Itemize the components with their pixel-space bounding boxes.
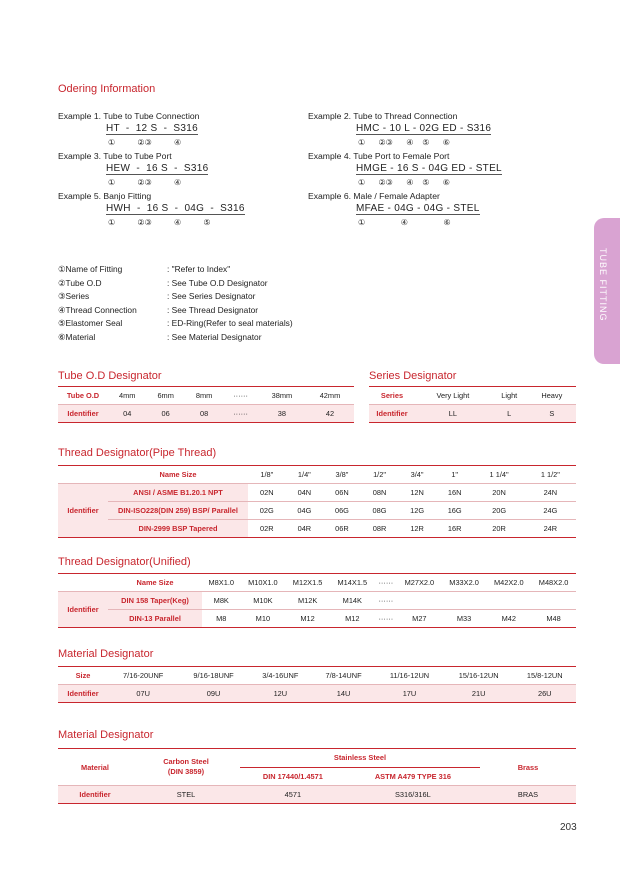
tube-od-table	[58, 386, 354, 423]
thread-name: DIN-2999 BSP Tapered	[108, 520, 248, 538]
example-marks: ① ②③ ④ ⑤ ⑥	[358, 138, 450, 147]
name-size-header: Name Size	[159, 470, 197, 479]
identifier-label: Identifier	[58, 484, 108, 538]
thread-value: M8	[202, 610, 241, 628]
thread-value: 24G	[525, 502, 576, 520]
thread-value: M27	[397, 610, 442, 628]
thread-value: M10K	[241, 592, 286, 610]
tube-od-value: 06	[146, 405, 184, 423]
material1-value: 21U	[444, 685, 514, 703]
material1-value: 14U	[312, 685, 375, 703]
legend-desc: : See Series Designator	[167, 291, 256, 301]
corner-blank	[58, 574, 108, 592]
thread-value: M48	[531, 610, 576, 628]
page-number: 203	[560, 822, 577, 833]
legend-desc: : See Thread Designator	[167, 304, 259, 315]
size-label: Size	[75, 671, 91, 680]
legend-name: ⑥Material	[58, 331, 96, 342]
thread-value: 12R	[398, 520, 436, 538]
example-marks: ① ②③ ④	[108, 138, 182, 147]
thread-pipe-title: Thread Designator(Pipe Thread)	[58, 447, 217, 459]
tube-od-header: 8mm	[195, 391, 213, 400]
thread-unified-title: Thread Designator(Unified)	[58, 556, 191, 568]
tube-od-header: ······	[233, 391, 248, 400]
series-value: LL	[415, 405, 491, 423]
size-header: 15/16-12UN	[458, 671, 499, 680]
example-marks: ① ②③ ④ ⑤	[108, 218, 211, 227]
thread-value: ······	[375, 592, 397, 610]
example-code: MFAE - 04G - 04G - STEL	[356, 203, 480, 214]
material2-row-label: Identifier	[58, 786, 132, 804]
example-code: HT - 12 S - S316	[106, 123, 198, 134]
material1-value: 09U	[178, 685, 248, 703]
tube-od-header-label: Tube O.D	[66, 391, 100, 400]
size-header: M12X1.5	[292, 578, 323, 587]
tube-od-value: 08	[185, 405, 223, 423]
size-header: 1/8"	[260, 470, 274, 479]
carbon-steel-label: Carbon Steel	[163, 757, 209, 766]
material2-cell: 4571	[240, 786, 346, 804]
thread-name: DIN 158 Taper(Keg)	[108, 592, 202, 610]
size-header: 1"	[451, 470, 459, 479]
tube-od-value: 42	[306, 405, 354, 423]
size-header: M14X1.5	[337, 578, 368, 587]
thread-value: 16R	[436, 520, 474, 538]
thread-value: M12	[330, 610, 375, 628]
example-title: Example 6. Male / Female Adapter	[308, 191, 440, 201]
size-header: 1/2"	[373, 470, 386, 479]
material2-title: Material Designator	[58, 729, 154, 741]
material1-value: 07U	[108, 685, 178, 703]
material1-title: Material Designator	[58, 648, 154, 660]
example-title: Example 2. Tube to Thread Connection	[308, 111, 458, 121]
thread-value: 02N	[248, 484, 286, 502]
size-header: 7/8-14UNF	[325, 671, 362, 680]
tube-od-header: 42mm	[319, 391, 341, 400]
material1-table	[58, 666, 576, 703]
thread-unified-table	[58, 573, 576, 628]
thread-value: M33	[442, 610, 487, 628]
material2-cell: STEL	[132, 786, 240, 804]
identifier-label: Identifier	[58, 685, 108, 703]
tube-od-value: 38	[258, 405, 306, 423]
thread-name: DIN-13 Parallel	[108, 610, 202, 628]
size-header: M42X2.0	[494, 578, 524, 587]
size-header: M48X2.0	[538, 578, 569, 587]
thread-value: 20G	[473, 502, 524, 520]
tube-od-title: Tube O.D Designator	[58, 370, 162, 382]
legend-name: ①Name of Fitting	[58, 264, 123, 274]
example-code: HWH - 16 S - 04G - S316	[106, 203, 245, 214]
astm-header: ASTM A479 TYPE 316	[374, 771, 451, 781]
thread-value	[442, 592, 487, 610]
material1-value: 17U	[375, 685, 444, 703]
series-value: L	[491, 405, 528, 423]
legend-desc: : "Refer to Index"	[167, 264, 231, 274]
thread-value: 04N	[286, 484, 324, 502]
material2-cell: BRAS	[480, 786, 576, 804]
thread-value: 20R	[473, 520, 524, 538]
size-header: M27X2.0	[404, 578, 435, 587]
thread-value: 04G	[286, 502, 324, 520]
name-size-header: Name Size	[136, 578, 174, 587]
series-row-label: Identifier	[369, 405, 415, 423]
stainless-steel-header: Stainless Steel	[240, 749, 480, 768]
thread-value: 12G	[398, 502, 436, 520]
legend-name: ④Thread Connection	[58, 304, 137, 315]
size-header: 3/4-16UNF	[262, 671, 299, 680]
example-title: Example 5. Banjo Fitting	[58, 191, 152, 201]
thread-value: M12K	[285, 592, 330, 610]
legend-name: ⑤Elastomer Seal	[58, 318, 123, 328]
thread-value: ······	[375, 610, 397, 628]
thread-value: 16G	[436, 502, 474, 520]
size-header: M10X1.0	[248, 578, 278, 587]
brass-header: Brass	[517, 762, 539, 772]
tube-od-value: 04	[108, 405, 146, 423]
legend-name: ③Series	[58, 291, 90, 301]
example-title: Example 3. Tube to Tube Port	[58, 151, 172, 161]
thread-value: M42	[486, 610, 531, 628]
series-header: Very Light	[436, 391, 470, 400]
thread-value: 20N	[473, 484, 524, 502]
material1-value: 26U	[513, 685, 576, 703]
example-code: HMC - 10 L - 02G ED - S316	[356, 123, 492, 134]
tube-od-row-label: Identifier	[58, 405, 108, 423]
thread-value: 06R	[323, 520, 361, 538]
material2-cell: S316/316L	[346, 786, 480, 804]
size-header: 3/8"	[335, 470, 349, 479]
size-header: 11/16-12UN	[389, 671, 430, 680]
thread-value	[486, 592, 531, 610]
material2-table	[58, 748, 576, 804]
example-marks: ① ④ ⑥	[358, 218, 451, 227]
tube-od-header: 38mm	[271, 391, 293, 400]
thread-value: 12N	[398, 484, 436, 502]
example-marks: ① ②③ ④ ⑤ ⑥	[358, 178, 450, 187]
size-header: 15/8-12UN	[526, 671, 563, 680]
thread-value: 24R	[525, 520, 576, 538]
size-header: 1 1/4"	[489, 470, 509, 479]
example-title: Example 1. Tube to Tube Connection	[58, 111, 200, 121]
ordering-title: Odering Information	[58, 83, 156, 95]
thread-value: 16N	[436, 484, 474, 502]
side-tab-label: TUBE FITTING	[598, 248, 608, 322]
thread-value: M8K	[202, 592, 241, 610]
series-value: S	[528, 405, 576, 423]
size-header: 1/4"	[297, 470, 311, 479]
corner-blank	[58, 466, 108, 484]
thread-value: 08N	[361, 484, 399, 502]
material1-value: 12U	[249, 685, 312, 703]
legend-desc: : See Tube O.D Designator	[167, 277, 268, 288]
tube-od-header: 4mm	[119, 391, 136, 400]
thread-value: 08R	[361, 520, 399, 538]
thread-value: 08G	[361, 502, 399, 520]
series-header: Heavy	[541, 391, 563, 400]
thread-value: 02R	[248, 520, 286, 538]
thread-value: 06N	[323, 484, 361, 502]
identifier-label: Identifier	[58, 592, 108, 628]
size-header: M33X2.0	[449, 578, 479, 587]
thread-value: 02G	[248, 502, 286, 520]
tube-od-header: 6mm	[157, 391, 174, 400]
thread-pipe-table	[58, 465, 576, 538]
example-title: Example 4. Tube Port to Female Port	[308, 151, 450, 161]
thread-name: ANSI / ASME B1.20.1 NPT	[108, 484, 248, 502]
series-header: Light	[501, 391, 518, 400]
example-code: HEW - 16 S - S316	[106, 163, 209, 174]
legend-desc: : See Material Designator	[167, 331, 262, 342]
tube-od-value: ······	[223, 405, 258, 423]
thread-value: M10	[241, 610, 286, 628]
size-header: 3/4"	[410, 470, 424, 479]
size-header: 7/16-20UNF	[123, 671, 164, 680]
size-header: M8X1.0	[208, 578, 234, 587]
thread-name: DIN-ISO228(DIN 259) BSP/ Parallel	[108, 502, 248, 520]
series-header-label: Series	[380, 391, 404, 400]
size-header: ······	[378, 578, 394, 587]
example-marks: ① ②③ ④	[108, 178, 182, 187]
example-code: HMGE - 16 S - 04G ED - STEL	[356, 163, 502, 174]
side-tab-tube-fitting	[594, 218, 620, 364]
thread-value	[397, 592, 442, 610]
thread-value: M12	[285, 610, 330, 628]
size-header: 9/16-18UNF	[193, 671, 234, 680]
thread-value: 24N	[525, 484, 576, 502]
thread-value: 04R	[286, 520, 324, 538]
series-title: Series Designator	[369, 370, 457, 382]
thread-value: M14K	[330, 592, 375, 610]
size-header: 1 1/2"	[540, 470, 560, 479]
din-header: DIN 17440/1.4571	[262, 771, 323, 781]
carbon-steel-header	[132, 749, 240, 786]
thread-value	[531, 592, 576, 610]
thread-value: 06G	[323, 502, 361, 520]
material-label: Material	[81, 762, 109, 772]
carbon-steel-sub: (DIN 3859)	[167, 767, 205, 776]
legend-desc: : ED-Ring(Refer to seal materials)	[167, 318, 293, 328]
legend-name: ②Tube O.D	[58, 277, 102, 288]
series-table	[369, 386, 576, 423]
